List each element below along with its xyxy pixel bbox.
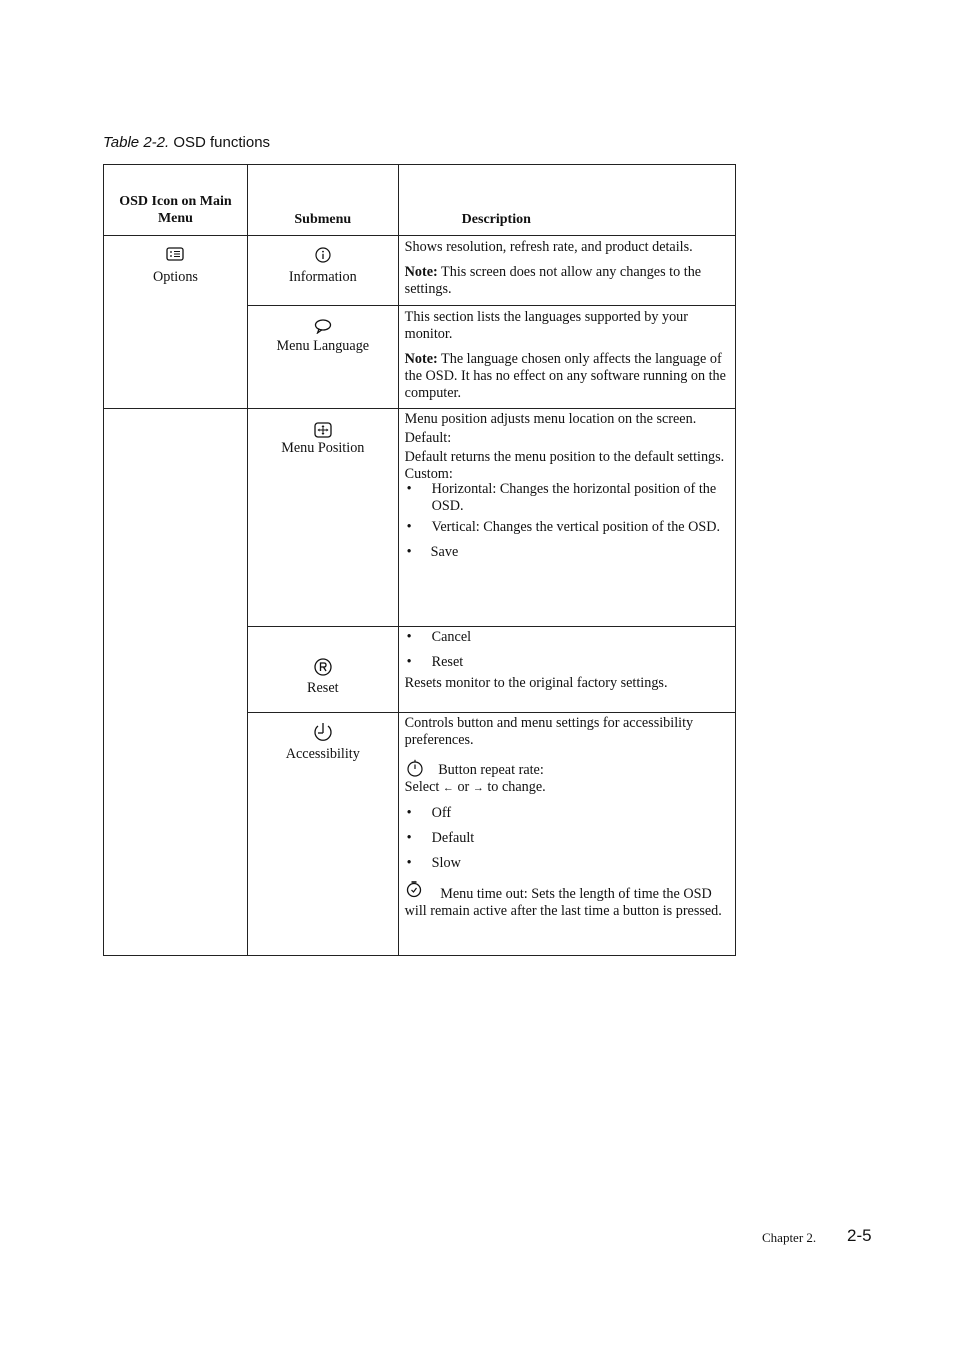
- menu-timeout-text: Menu time out: Sets the length of time the OSD will remain active after the last time a button is pressed.: [405, 880, 729, 920]
- select-instruction: Select ← or → to change.: [404, 779, 546, 795]
- repeat-rate-options: [405, 805, 729, 872]
- main-menu-empty-cell: [104, 409, 248, 956]
- position-default-label: Default:: [404, 430, 452, 446]
- table-caption: [103, 134, 270, 151]
- accessibility-text: Controls button and menu settings for accessibility preferences.: [404, 715, 694, 748]
- caption-title: OSD functions: [173, 134, 271, 151]
- information-note: Note: This screen does not allow any changes to the settings.: [404, 264, 702, 297]
- list-item: • Horizontal: Changes the horizontal position of the OSD.: [405, 481, 729, 515]
- submenu-accessibility: [247, 713, 398, 956]
- reset-description: [398, 627, 735, 713]
- reset-label: Reset: [307, 680, 339, 696]
- header-description: Description: [398, 165, 735, 236]
- submenu-information: [247, 236, 398, 306]
- right-arrow-icon: →: [472, 782, 484, 794]
- move-icon: [314, 422, 332, 438]
- information-description: [398, 236, 735, 306]
- reset-bullet-list: [405, 629, 729, 671]
- menu-position-label: Menu Position: [281, 440, 365, 456]
- list-item: • Cancel: [405, 629, 729, 646]
- left-arrow-icon: ←: [442, 782, 454, 794]
- position-text: Menu position adjusts menu location on the screen.: [404, 411, 697, 427]
- speech-bubble-icon: [314, 318, 332, 334]
- info-icon: [315, 247, 331, 263]
- table-row-information: [104, 236, 736, 306]
- menu-language-label: Menu Language: [276, 338, 370, 354]
- list-item: • Reset: [405, 654, 729, 671]
- timer-icon: [405, 880, 425, 900]
- position-bullet-list: [405, 481, 729, 561]
- position-default-text: Default returns the menu position to the default settings.: [404, 449, 725, 465]
- header-submenu: Submenu: [247, 165, 398, 236]
- list-item: • Off: [405, 805, 729, 822]
- list-item: • Save: [405, 544, 729, 561]
- language-description: [398, 306, 735, 409]
- button-repeat-rate: Button repeat rate:: [405, 759, 729, 779]
- list-item: • Slow: [405, 855, 729, 872]
- submenu-reset: [247, 627, 398, 713]
- chapter-label: Chapter 2.: [762, 1230, 817, 1245]
- osd-functions-table: [103, 164, 736, 956]
- caption-label: Table 2-2.: [103, 134, 170, 151]
- options-label: Options: [153, 269, 198, 285]
- information-text: Shows resolution, refresh rate, and product details.: [404, 239, 693, 255]
- page-number: 2-5: [847, 1226, 872, 1245]
- main-menu-options: [104, 236, 248, 409]
- header-osd-icon: OSD Icon on Main Menu: [104, 165, 248, 236]
- list-item: • Default: [405, 830, 729, 847]
- options-icon: [166, 247, 184, 261]
- position-custom-label: Custom:: [404, 466, 453, 482]
- reset-text: Resets monitor to the original factory settings.: [404, 675, 668, 691]
- language-note: Note: The language chosen only affects the language of the OSD. It has no effect on any software running on the computer.: [404, 351, 726, 401]
- table-row-position: [104, 409, 736, 627]
- list-item: • Vertical: Changes the vertical position of the OSD.: [405, 519, 729, 536]
- accessibility-label: Accessibility: [285, 746, 360, 762]
- position-description: [398, 409, 735, 627]
- information-label: Information: [288, 269, 357, 285]
- language-text: This section lists the languages supported by your monitor.: [404, 309, 688, 342]
- accessibility-icon: [312, 722, 334, 742]
- table-header-row: [104, 165, 736, 236]
- stopwatch-icon: [405, 759, 425, 777]
- accessibility-description: [398, 713, 735, 956]
- submenu-menu-language: [247, 306, 398, 409]
- submenu-menu-position: [247, 409, 398, 627]
- reset-icon: [314, 658, 332, 676]
- page-footer: [762, 1226, 872, 1247]
